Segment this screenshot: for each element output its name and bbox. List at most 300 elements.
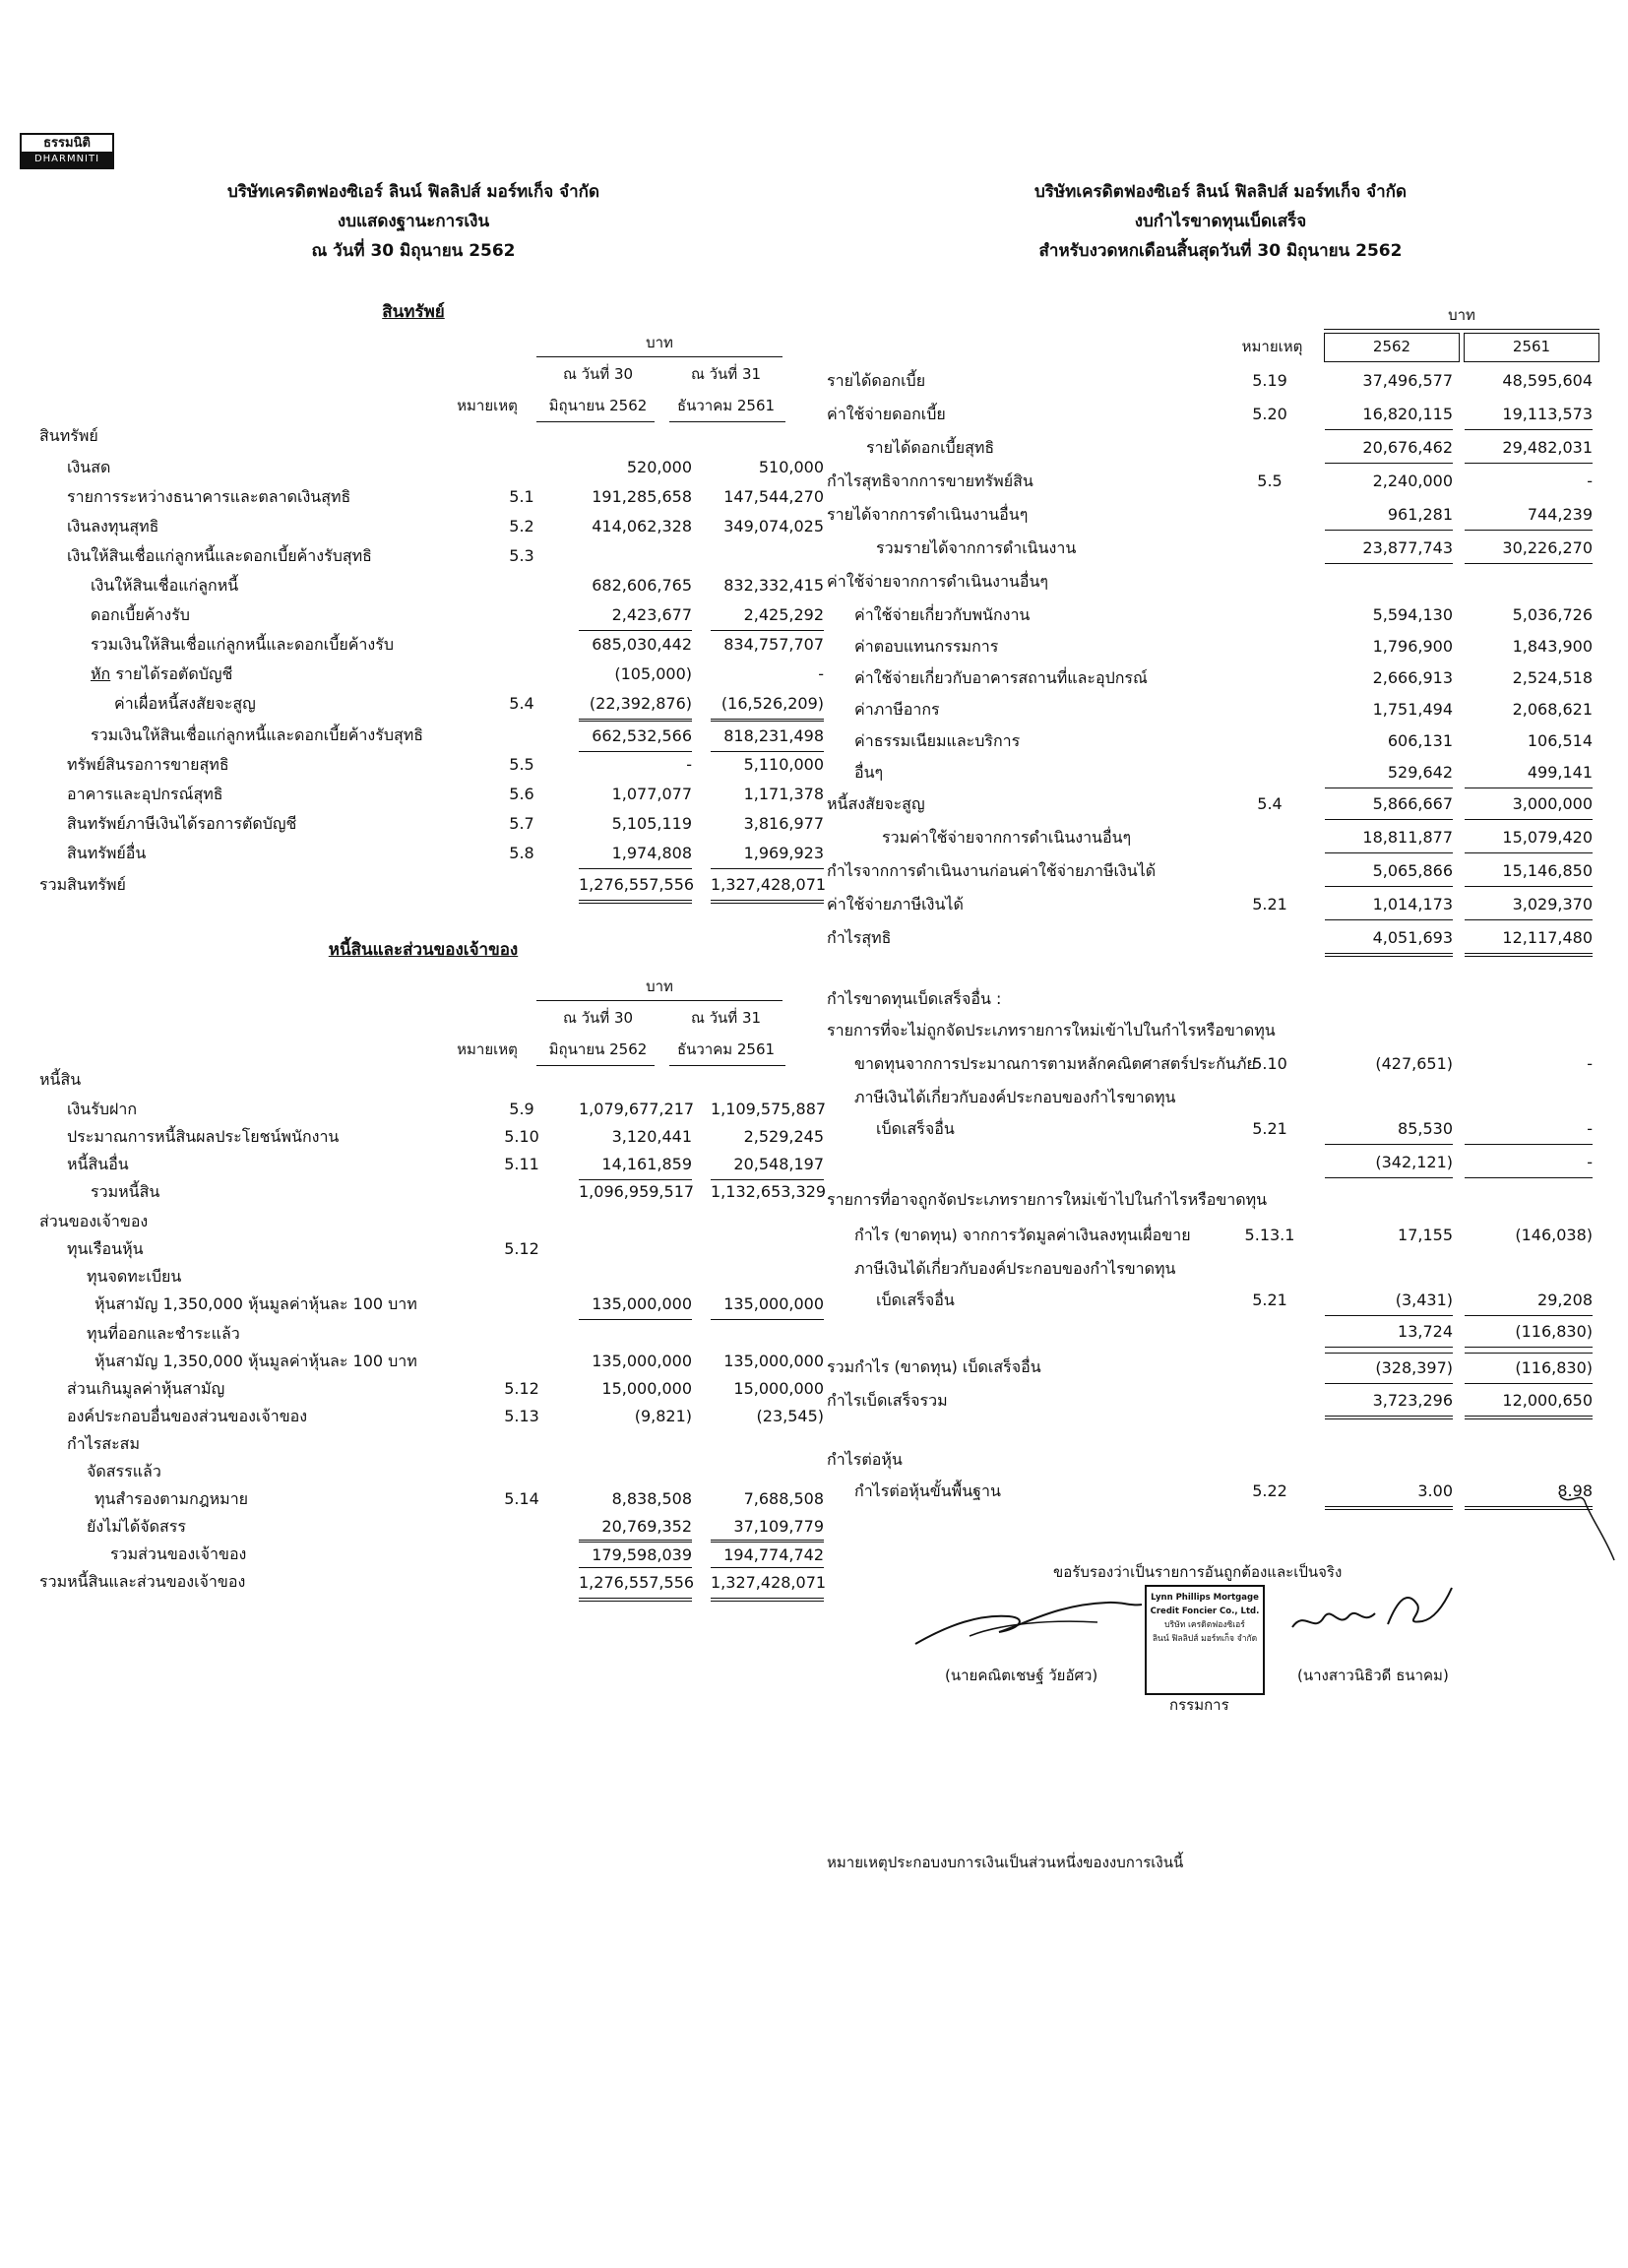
asset-row-value-current: (22,392,876) — [579, 689, 692, 720]
footnote: หมายเหตุประกอบงบการเงินเป็นส่วนหนึ่งของงบการเงินนี้ — [827, 1854, 1184, 1871]
liab-col1-header-line1: ณ วันที่ 30 — [562, 1009, 634, 1027]
oci-row-label: กำไรขาดทุนเบ็ดเสร็จอื่น : — [827, 989, 1002, 1008]
right-statement-title: งบกำไรขาดทุนเบ็ดเสร็จ — [1134, 212, 1307, 231]
left-statement-date: ณ วันที่ 30 มิถุนายน 2562 — [311, 241, 516, 261]
asset-row — [39, 482, 824, 512]
asset-row-label: เงินให้สินเชื่อแก่ลูกหนี้และดอกเบี้ยค้างรับสุทธิ — [67, 546, 372, 565]
income-row-note: 5.4 — [1257, 794, 1283, 813]
oci-row-value-prior: (146,038) — [1515, 1226, 1593, 1244]
asset-row-value-prior: 2,425,292 — [711, 600, 824, 631]
liability-row-label: ทุนเรือนหุ้น — [67, 1239, 144, 1258]
asset-row-value-current: 5,105,119 — [611, 814, 692, 833]
asset-row-value-prior: 510,000 — [758, 458, 824, 476]
liability-row — [39, 1150, 824, 1179]
asset-row — [39, 839, 824, 868]
asset-row-value-prior: 147,544,270 — [723, 487, 824, 506]
income-row-label: รวมรายได้จากการดำเนินงาน — [876, 538, 1077, 557]
income-row-value-prior: 15,146,850 — [1465, 856, 1593, 887]
oci-row-value-current: (427,651) — [1375, 1054, 1453, 1073]
income-row-value-prior: 48,595,604 — [1502, 371, 1593, 390]
logo-thai-text: ธรรมนิติ — [22, 135, 112, 152]
liability-row — [39, 1429, 787, 1459]
income-row — [827, 789, 1604, 819]
liability-row-label: กำไรสะสม — [67, 1434, 140, 1453]
liability-row — [39, 1484, 824, 1514]
liability-row-label: ส่วนเกินมูลค่าหุ้นสามัญ — [67, 1379, 225, 1398]
liability-row-label: รวมหนี้สิน — [91, 1182, 160, 1201]
less-prefix: หัก — [91, 664, 111, 683]
asset-row-value-prior: 834,757,707 — [723, 635, 824, 654]
income-row — [827, 600, 1604, 630]
asset-row-value-prior: 818,231,498 — [711, 721, 824, 752]
liability-row — [39, 1402, 824, 1431]
income-row-note: 5.20 — [1252, 405, 1287, 423]
oci-row — [827, 1114, 1604, 1144]
oci-row-value-current: 17,155 — [1398, 1226, 1453, 1244]
liability-row-label: ประมาณการหนี้สินผลประโยชน์พนักงาน — [67, 1127, 340, 1146]
signer-2-name: (นางสาวนิธิวดี ธนาคม) — [1297, 1667, 1449, 1684]
assets-col1-header-line2: มิถุนายน 2562 — [548, 397, 648, 414]
income-row — [827, 567, 1604, 597]
asset-row-note: 5.6 — [509, 785, 534, 803]
asset-row-value-current: 1,077,077 — [611, 785, 692, 803]
oci-row-label: กำไร (ขาดทุน) จากการวัดมูลค่าเงินลงทุนเผื่อขาย — [854, 1226, 1191, 1244]
asset-row-label-text: รายได้รอตัดบัญชี — [115, 664, 233, 683]
liability-row-label: หุ้นสามัญ 1,350,000 หุ้นมูลค่าหุ้นละ 100 บาท — [94, 1352, 417, 1370]
income-row-value-prior: 499,141 — [1465, 758, 1593, 788]
income-row-label: ค่าตอบแทนกรรมการ — [854, 637, 999, 656]
income-row-value-current: 2,666,913 — [1372, 668, 1453, 687]
liability-row-label: ส่วนของเจ้าของ — [39, 1212, 149, 1230]
liability-row-value-current: (9,821) — [634, 1407, 692, 1425]
income-row-label: รายได้จากการดำเนินงานอื่นๆ — [827, 505, 1029, 524]
liability-row-note: 5.9 — [509, 1100, 534, 1118]
signer-1-name: (นายคณิตเชษฐ์ วัยอัศว) — [945, 1667, 1098, 1684]
income-row — [827, 366, 1604, 396]
income-row — [827, 923, 1604, 953]
liability-row-label: หนี้สินอื่น — [67, 1155, 129, 1173]
liab-col2-header-line1: ณ วันที่ 31 — [690, 1009, 762, 1027]
oci-row — [827, 1221, 1604, 1250]
income-row-label: กำไรจากการดำเนินงานก่อนค่าใช้จ่ายภาษีเงินได้ — [827, 861, 1157, 880]
balance-sheet-header — [39, 177, 787, 266]
liability-row-note: 5.10 — [504, 1127, 539, 1146]
liability-row-value-prior: 2,529,245 — [743, 1127, 824, 1146]
liability-row-value-current: 1,276,557,556 — [579, 1567, 692, 1602]
liability-row — [39, 1122, 824, 1152]
income-row-value-current: 1,751,494 — [1372, 700, 1453, 719]
liability-row — [39, 1065, 787, 1095]
oci-row-value-prior: - — [1465, 1148, 1593, 1178]
eps-row-label: กำไรต่อหุ้น — [827, 1450, 903, 1469]
oci-row-label: ภาษีเงินได้เกี่ยวกับองค์ประกอบของกำไรขาดทุน — [854, 1088, 1176, 1106]
oci-row — [827, 1083, 1604, 1112]
assets-col2-header-line2: ธันวาคม 2561 — [676, 397, 776, 414]
oci-row-label: ขาดทุนจากการประมาณการตามหลักคณิตศาสตร์ประกันภัย — [854, 1054, 1256, 1073]
liability-row-label: องค์ประกอบอื่นของส่วนของเจ้าของ — [67, 1407, 308, 1425]
asset-row-label: รวมเงินให้สินเชื่อแก่ลูกหนี้และดอกเบี้ยค้างรับสุทธิ — [91, 725, 424, 744]
income-row-value-current: 529,642 — [1325, 758, 1453, 788]
income-row-value-prior: 15,079,420 — [1465, 823, 1593, 853]
liability-row — [39, 1512, 824, 1542]
oci-row-label: เบ็ดเสร็จอื่น — [876, 1119, 955, 1138]
income-row-value-prior: 29,482,031 — [1465, 433, 1593, 464]
liability-row-value-prior: 37,109,779 — [711, 1512, 824, 1543]
income-row — [827, 500, 1604, 530]
oci-row — [827, 1386, 1604, 1416]
assets-col2-header-line1: ณ วันที่ 31 — [690, 365, 762, 383]
income-row-label: กำไรสุทธิ — [827, 928, 892, 947]
oci-row-note: 5.13.1 — [1244, 1226, 1295, 1244]
asset-row-value-current: (105,000) — [614, 664, 692, 683]
liability-row-value-current: 1,079,677,217 — [579, 1100, 695, 1118]
income-row-value-prior: - — [1587, 472, 1593, 490]
eps-row — [827, 1477, 1604, 1506]
eps-row — [827, 1445, 1604, 1475]
income-row-value-current: 2,240,000 — [1372, 472, 1453, 490]
income-row-note: 5.21 — [1252, 895, 1287, 914]
asset-row-value-current: 414,062,328 — [592, 517, 692, 536]
asset-row-value-prior: 1,171,378 — [743, 785, 824, 803]
oci-row — [827, 1148, 1604, 1177]
oci-row — [827, 1185, 1604, 1215]
oci-row-value-prior: - — [1465, 1114, 1593, 1145]
income-row-label: กำไรสุทธิจากการขายทรัพย์สิน — [827, 472, 1033, 490]
liab-col2-header-line2: ธันวาคม 2561 — [676, 1040, 776, 1058]
asset-row-label: อาคารและอุปกรณ์สุทธิ — [67, 785, 223, 803]
asset-row-label: สินทรัพย์ภาษีเงินได้รอการตัดบัญชี — [67, 814, 297, 833]
income-row-label: รวมค่าใช้จ่ายจากการดำเนินงานอื่นๆ — [882, 828, 1132, 847]
liability-row-label: จัดสรรแล้ว — [87, 1462, 161, 1480]
liability-row-label: รวมส่วนของเจ้าของ — [110, 1544, 247, 1563]
income-row-value-current: 606,131 — [1387, 731, 1453, 750]
income-row-value-prior: 5,036,726 — [1512, 605, 1593, 624]
asset-row-label: รวมเงินให้สินเชื่อแก่ลูกหนี้และดอกเบี้ยค้างรับ — [91, 635, 394, 654]
income-row — [827, 823, 1604, 852]
oci-row-label: กำไรเบ็ดเสร็จรวม — [827, 1391, 948, 1410]
company-stamp — [1145, 1585, 1265, 1695]
income-row — [827, 695, 1604, 724]
oci-row-value-prior: - — [1587, 1054, 1593, 1073]
assets-note-header: หมายเหตุ — [457, 397, 518, 414]
oci-row-value-current: 13,724 — [1325, 1317, 1453, 1348]
oci-row — [827, 1286, 1604, 1315]
asset-row-note: 5.2 — [509, 517, 534, 536]
liab-col1-header-line2: มิถุนายน 2562 — [548, 1040, 648, 1058]
liability-row-note: 5.12 — [504, 1239, 539, 1258]
eps-row-value-current: 3.00 — [1325, 1477, 1453, 1510]
oci-row-value-current: 3,723,296 — [1325, 1386, 1453, 1419]
income-row-value-current: 23,877,743 — [1325, 534, 1453, 564]
eps-row-label: กำไรต่อหุ้นขั้นพื้นฐาน — [854, 1481, 1001, 1500]
income-row-label: รายได้ดอกเบี้ยสุทธิ — [866, 438, 995, 457]
liability-row — [39, 1457, 787, 1486]
oci-row-value-current: (328,397) — [1325, 1353, 1453, 1384]
oci-row-note: 5.21 — [1252, 1291, 1287, 1309]
oci-row — [827, 984, 1604, 1014]
income-row-note: 5.5 — [1257, 472, 1283, 490]
asset-row-note: 5.4 — [509, 694, 534, 713]
liability-row-label: ทุนสำรองตามกฎหมาย — [94, 1489, 249, 1508]
oci-row-note: 5.21 — [1252, 1119, 1287, 1138]
asset-row-value-current: 1,974,808 — [579, 839, 692, 869]
stamp-line-4: ลินน์ ฟิลลิปส์ มอร์ทเก็จ จำกัด — [1152, 1634, 1258, 1644]
income-row-label: รายได้ดอกเบี้ย — [827, 371, 926, 390]
liability-row-label: เงินรับฝาก — [67, 1100, 138, 1118]
asset-row-label: เงินสด — [67, 458, 111, 476]
liability-row — [39, 1290, 824, 1319]
income-row-value-prior: 106,514 — [1527, 731, 1593, 750]
asset-row-note: 5.8 — [509, 844, 534, 862]
liability-row-value-prior: 1,132,653,329 — [711, 1182, 827, 1201]
asset-row-note: 5.5 — [509, 755, 534, 774]
income-statement-header — [837, 177, 1604, 266]
income-row-label: หนี้สงสัยจะสูญ — [827, 794, 925, 813]
asset-row-label: สินทรัพย์อื่น — [67, 844, 147, 862]
asset-row-value-prior: 349,074,025 — [723, 517, 824, 536]
oci-row-label: ภาษีเงินได้เกี่ยวกับองค์ประกอบของกำไรขาดทุน — [854, 1259, 1176, 1278]
income-row-value-prior: 744,239 — [1465, 500, 1593, 531]
oci-row — [827, 1016, 1604, 1045]
liability-row-value-prior: 1,327,428,071 — [711, 1567, 824, 1602]
liability-row-value-prior: 7,688,508 — [743, 1489, 824, 1508]
income-row-value-current: 961,281 — [1325, 500, 1453, 531]
asset-row-value-prior: 5,110,000 — [743, 755, 824, 774]
income-baht-header: บาท — [1448, 306, 1475, 324]
assets-col1-header-line1: ณ วันที่ 30 — [562, 365, 634, 383]
liability-row-value-current: 135,000,000 — [579, 1290, 692, 1320]
oci-row-label: รวมกำไร (ขาดทุน) เบ็ดเสร็จอื่น — [827, 1357, 1041, 1376]
oci-row-value-current: 85,530 — [1325, 1114, 1453, 1145]
income-row-value-current: 16,820,115 — [1325, 400, 1453, 430]
income-row-value-current: 1,796,900 — [1372, 637, 1453, 656]
income-row-label: อื่นๆ — [854, 763, 884, 782]
dharmniti-logo — [20, 133, 114, 169]
asset-row-label: ค่าเผื่อหนี้สงสัยจะสูญ — [114, 694, 256, 713]
liability-row-note: 5.14 — [504, 1489, 539, 1508]
asset-row-label: รวมสินทรัพย์ — [39, 875, 126, 894]
liability-row-note: 5.12 — [504, 1379, 539, 1398]
signature-1 — [910, 1575, 1147, 1654]
liability-row-label: ยังไม่ได้จัดสรร — [87, 1517, 186, 1536]
asset-row-label: เงินลงทุนสุทธิ — [67, 517, 159, 536]
liability-row-note: 5.11 — [504, 1155, 539, 1173]
asset-row — [39, 809, 824, 839]
liability-row — [39, 1319, 787, 1349]
income-row-value-current: 18,811,877 — [1325, 823, 1453, 853]
asset-row-note: 5.3 — [509, 546, 534, 565]
liability-row-value-current: 15,000,000 — [601, 1379, 692, 1398]
liability-row — [39, 1347, 824, 1376]
asset-row — [39, 541, 787, 571]
asset-row — [39, 600, 824, 630]
liability-row-value-current: 8,838,508 — [611, 1489, 692, 1508]
liability-row-value-current: 179,598,039 — [579, 1540, 692, 1570]
income-row-label: ค่าธรรมเนียมและบริการ — [854, 731, 1021, 750]
income-row — [827, 467, 1604, 496]
income-row-value-current: 4,051,693 — [1325, 923, 1453, 957]
income-row-value-prior: 19,113,573 — [1465, 400, 1593, 430]
asset-row-value-prior: 1,969,923 — [711, 839, 824, 869]
stamp-line-2: Credit Foncier Co., Ltd. — [1150, 1606, 1260, 1616]
income-col1-header: 2562 — [1372, 338, 1411, 355]
income-row-value-prior: 3,029,370 — [1465, 890, 1593, 920]
liability-row-value-current: 135,000,000 — [592, 1352, 692, 1370]
asset-row-label — [91, 660, 232, 689]
asset-row-value-prior: 832,332,415 — [723, 576, 824, 595]
income-row — [827, 663, 1604, 693]
asset-row-value-current: 191,285,658 — [592, 487, 692, 506]
asset-row-value-prior: - — [818, 664, 824, 683]
oci-row-value-current: (342,121) — [1325, 1148, 1453, 1178]
asset-row — [39, 721, 824, 750]
income-row-value-prior: 2,068,621 — [1512, 700, 1593, 719]
liab-note-header: หมายเหตุ — [457, 1040, 518, 1058]
oci-row — [827, 1254, 1604, 1284]
liability-row-value-prior: 135,000,000 — [711, 1290, 824, 1320]
asset-row — [39, 421, 787, 451]
oci-row — [827, 1049, 1604, 1079]
income-row-label: ค่าใช้จ่ายจากการดำเนินงานอื่นๆ — [827, 572, 1048, 591]
eps-row-value-prior: 8.98 — [1465, 1477, 1593, 1510]
income-row — [827, 632, 1604, 662]
income-row — [827, 400, 1604, 429]
asset-row-value-current: 520,000 — [626, 458, 692, 476]
asset-row-value-prior: (16,526,209) — [711, 689, 824, 720]
certification-text: ขอรับรองว่าเป็นรายการอันถูกต้องและเป็นจริง — [1053, 1563, 1343, 1581]
liability-row — [39, 1234, 787, 1264]
income-row-label: ค่าใช้จ่ายเกี่ยวกับพนักงาน — [854, 605, 1031, 624]
initial-mark — [1550, 1477, 1619, 1565]
asset-row — [39, 630, 824, 660]
liabilities-equity-heading: หนี้สินและส่วนของเจ้าของ — [328, 940, 519, 960]
liability-row-value-prior: 15,000,000 — [733, 1379, 824, 1398]
right-company-name: บริษัทเครดิตฟองซิเอร์ ลินน์ ฟิลลิปส์ มอร์ทเก็จ จำกัด — [1034, 182, 1407, 202]
signature-2 — [1284, 1580, 1462, 1649]
liability-row — [39, 1567, 827, 1597]
income-row-note: 5.19 — [1252, 371, 1287, 390]
oci-row-note: 5.10 — [1252, 1054, 1287, 1073]
liability-row-label: หนี้สิน — [39, 1070, 82, 1089]
liability-row — [39, 1374, 824, 1404]
income-row-value-prior: 12,117,480 — [1465, 923, 1593, 957]
liability-row-value-current: 14,161,859 — [579, 1150, 692, 1180]
liability-row — [39, 1540, 824, 1569]
liability-row-label: รวมหนี้สินและส่วนของเจ้าของ — [39, 1572, 246, 1591]
asset-row-note: 5.7 — [509, 814, 534, 833]
liability-row-value-prior: 135,000,000 — [723, 1352, 824, 1370]
asset-row — [39, 571, 824, 600]
income-row-value-current: 20,676,462 — [1325, 433, 1453, 464]
oci-row-value-prior: (116,830) — [1465, 1317, 1593, 1348]
liability-row — [39, 1207, 787, 1236]
oci-row-label: รายการที่จะไม่ถูกจัดประเภทรายการใหม่เข้าไปในกำไรหรือขาดทุน — [827, 1021, 1276, 1040]
logo-english-text: DHARMNITI — [22, 152, 112, 167]
assets-baht-header: บาท — [646, 334, 673, 351]
liability-row — [39, 1177, 827, 1207]
asset-row-value-current: 1,276,557,556 — [579, 870, 692, 904]
asset-row-label: เงินให้สินเชื่อแก่ลูกหนี้ — [91, 576, 239, 595]
liability-row-value-current: 20,769,352 — [579, 1512, 692, 1543]
income-row-label: ค่าใช้จ่ายดอกเบี้ย — [827, 405, 946, 423]
asset-row-value-prior: 3,816,977 — [743, 814, 824, 833]
income-row — [827, 726, 1604, 756]
liability-row-label: ทุนจดทะเบียน — [87, 1267, 182, 1286]
left-statement-title: งบแสดงฐานะการเงิน — [337, 212, 490, 231]
income-note-header: หมายเหตุ — [1241, 338, 1303, 355]
director-label: กรรมการ — [1169, 1696, 1229, 1714]
income-row-value-current: 5,594,130 — [1372, 605, 1453, 624]
liability-row-value-prior: (23,545) — [756, 1407, 824, 1425]
oci-row-value-prior: (116,830) — [1465, 1353, 1593, 1384]
eps-row-note: 5.22 — [1252, 1481, 1287, 1500]
liability-row-value-prior: 20,548,197 — [711, 1150, 824, 1180]
liability-row-label: หุ้นสามัญ 1,350,000 หุ้นมูลค่าหุ้นละ 100 บาท — [94, 1294, 417, 1313]
left-company-name: บริษัทเครดิตฟองซิเอร์ ลินน์ ฟิลลิปส์ มอร์ทเก็จ จำกัด — [227, 182, 599, 202]
income-row-label: ค่าใช้จ่ายภาษีเงินได้ — [827, 895, 964, 914]
income-row — [827, 433, 1604, 463]
asset-row — [39, 453, 824, 482]
asset-row-value-current: 685,030,442 — [592, 635, 692, 654]
income-row-label: ค่าใช้จ่ายเกี่ยวกับอาคารสถานที่และอุปกรณ์ — [854, 668, 1148, 687]
asset-row — [39, 870, 827, 900]
asset-row-value-prior: 1,327,428,071 — [711, 870, 824, 904]
income-row-label: ค่าภาษีอากร — [854, 700, 940, 719]
liability-row — [39, 1095, 827, 1124]
oci-row-label: เบ็ดเสร็จอื่น — [876, 1291, 955, 1309]
liability-row-label: ทุนที่ออกและชำระแล้ว — [87, 1324, 240, 1343]
oci-row — [827, 1353, 1604, 1382]
income-row-value-current: 5,065,866 — [1325, 856, 1453, 887]
asset-row-value-current: 2,423,677 — [579, 600, 692, 631]
liability-row-note: 5.13 — [504, 1407, 539, 1425]
asset-row — [39, 780, 824, 809]
oci-row-value-prior: 29,208 — [1465, 1286, 1593, 1316]
liability-row-value-current: 3,120,441 — [611, 1127, 692, 1146]
oci-row-label: รายการที่อาจถูกจัดประเภทรายการใหม่เข้าไปในกำไรหรือขาดทุน — [827, 1190, 1268, 1209]
asset-row-label: ดอกเบี้ยค้างรับ — [91, 605, 190, 624]
asset-row-value-current: - — [686, 755, 692, 774]
income-row-value-current: 37,496,577 — [1362, 371, 1453, 390]
oci-row — [827, 1317, 1604, 1347]
income-row — [827, 856, 1604, 886]
income-row-value-current: 1,014,173 — [1325, 890, 1453, 920]
stamp-line-1: Lynn Phillips Mortgage — [1151, 1593, 1259, 1603]
income-row-value-prior: 1,843,900 — [1512, 637, 1593, 656]
oci-row-value-prior: 12,000,650 — [1465, 1386, 1593, 1419]
income-row-value-prior: 2,524,518 — [1512, 668, 1593, 687]
liability-row — [39, 1262, 787, 1292]
income-row — [827, 758, 1604, 788]
asset-row-label: รายการระหว่างธนาคารและตลาดเงินสุทธิ — [67, 487, 351, 506]
asset-row-label: ทรัพย์สินรอการขายสุทธิ — [67, 755, 229, 774]
income-row — [827, 534, 1604, 563]
asset-row — [39, 660, 824, 689]
income-row-value-current: 5,866,667 — [1325, 789, 1453, 820]
assets-heading: สินทรัพย์ — [382, 302, 445, 322]
asset-row-value-current: 662,532,566 — [579, 721, 692, 752]
asset-row — [39, 689, 824, 719]
liability-row-value-prior: 1,109,575,887 — [711, 1100, 827, 1118]
asset-row-label: สินทรัพย์ — [39, 426, 98, 445]
asset-row — [39, 512, 824, 541]
asset-row — [39, 750, 824, 780]
asset-row-note: 5.1 — [509, 487, 534, 506]
liability-row-value-current: 1,096,959,517 — [579, 1182, 695, 1201]
income-row — [827, 890, 1604, 919]
oci-row-value-current: (3,431) — [1325, 1286, 1453, 1316]
asset-row-value-current: 682,606,765 — [592, 576, 692, 595]
